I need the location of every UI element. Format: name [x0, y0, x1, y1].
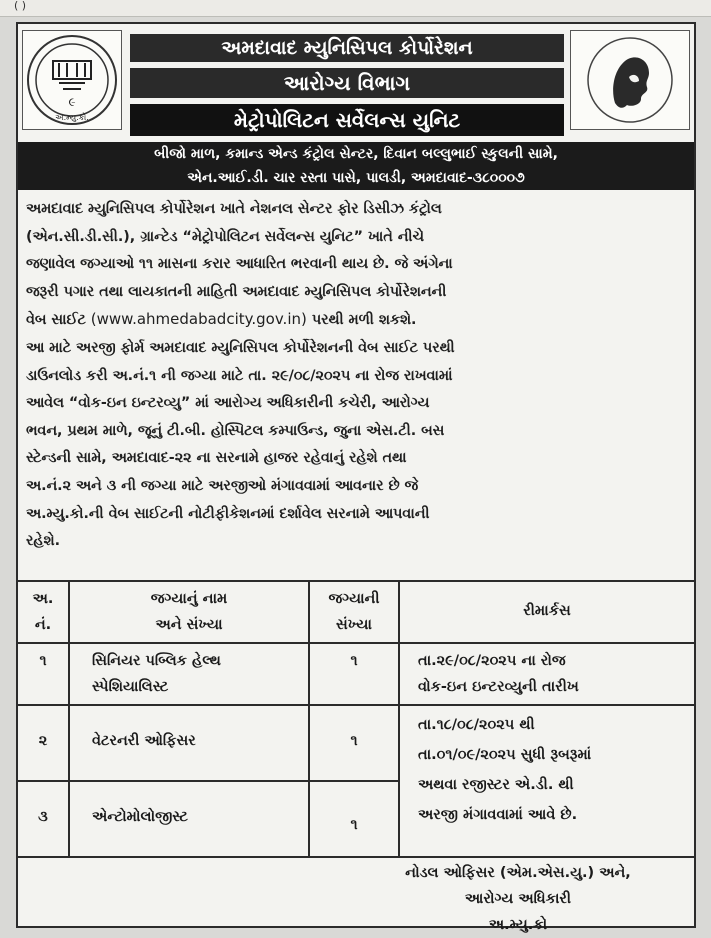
top-strip-left-text: ( ) — [14, 0, 27, 12]
row3-post-name: એન્ટોમોલોજીસ્ટ — [92, 809, 188, 825]
body-line: આવેલ “વોક-ઇન ઇન્ટરવ્યુ” માં આરોગ્ય અધિકારીની કચેરી, આરોગ્ય — [26, 395, 430, 412]
notice-page — [16, 22, 696, 933]
body-line: આ માટે અરજી ફોર્મ અમદાવાદ મ્યુનિસિપલ કોર્પોરેશનની વેબ સાઈટ પરથી — [26, 339, 455, 356]
body-line: સ્ટેન્ડની સામે, અમદાવાદ-૨૨ ના સરનામે હાજર રહેવાનું રહેશે તથા — [26, 450, 407, 467]
body-line: રહેશે. — [26, 533, 61, 550]
posts-table — [18, 580, 694, 856]
top-clipped-strip — [0, 0, 711, 17]
silhouette-logo-icon — [571, 31, 689, 129]
corporation-title: અમદાવાદ મ્યુનિસિપલ કોર્પોરેશન — [130, 34, 564, 62]
website-url: (www.ahmedabadcity.gov.in) — [90, 310, 307, 329]
body-line: ભવન, પ્રથમ માળે, જૂનું ટી.બી. હોસ્પિટલ કમ્પાઉન્ડ, જુના એસ.ટી. બસ — [26, 422, 445, 439]
notice-header — [18, 24, 694, 186]
row1-post-name: સિનિયર પબ્લિક હેલ્થ સ્પેશિયાલિસ્ટ — [92, 653, 221, 695]
row1-remarks: તા.૨૯/૦૮/૨૦૨૫ ના રોજ વોક-ઇન ઇન્ટરવ્યુની તારીખ — [418, 653, 579, 695]
signature-block — [348, 860, 688, 938]
department-title: આરોગ્ય વિભાગ — [130, 68, 564, 98]
row2-sr: ૨ — [38, 733, 48, 749]
signature-line-1: નોડલ ઓફિસર (એમ.એસ.યુ.) અને, — [405, 865, 631, 881]
amc-emblem-icon — [23, 31, 121, 129]
rows23-remarks: તા.૧૮/૦૮/૨૦૨૫ થી તા.૦૧/૦૯/૨૦૨૫ સુધી રૂબરૂમાં અથવા રજીસ્ટર એ.ડી. થી અરજી મંગાવવામાં આવે છે. — [418, 717, 592, 823]
signature-line-3: અ.મ્યુ.કો — [488, 917, 548, 933]
header-post-name: જગ્યાનું નામ અને સંખ્યા — [150, 591, 228, 633]
address-line-2: એન.આઈ.ડી. ચાર રસ્તા પાસે, પાલડી, અમદાવાદ-૩૮૦૦૦૭ — [18, 166, 694, 190]
address-line-1: બીજો માળ, કમાન્ડ એન્ડ કંટ્રોલ સેન્ટર, દિવાન બલ્લુભાઈ સ્કુલની સામે, — [18, 142, 694, 166]
unit-logo — [570, 30, 690, 130]
header-sr: અ. નં. — [32, 591, 54, 633]
body-line: (એન.સી.ડી.સી.), ગ્રાન્ટેડ “મેટ્રોપોલિટન સર્વેલન્સ યુનિટ” ખાતે નીચે — [26, 228, 424, 245]
body-line: અ.મ્યુ.કો.ની વેબ સાઈટની નોટીફીકેશનમાં દર્શાવેલ સરનામે આપવાની — [26, 505, 430, 522]
body-url-line — [26, 306, 686, 335]
row1-sr: ૧ — [39, 653, 47, 669]
row3-sr: ૩ — [38, 809, 48, 825]
emblem-digit: ૯ — [68, 95, 76, 109]
body-line: અ.નં.૨ અને ૩ ની જગ્યા માટે અરજીઓ મંગાવવામાં આવનાર છે જે — [26, 477, 419, 494]
unit-title: મેટ્રોપોલિટન સર્વેલન્સ યુનિટ — [130, 104, 564, 136]
row2-post-name: વેટરનરી ઓફિસર — [92, 733, 196, 749]
body-line: ડાઉનલોડ કરી અ.નં.૧ ની જગ્યા માટે તા. ૨૯/૦૮/૨૦૨૫ ના રોજ રાખવામાં — [26, 367, 453, 384]
url-suffix: પરથી મળી શકશે. — [311, 312, 417, 329]
signature-line-2: આરોગ્ય અધિકારી — [464, 891, 572, 907]
body-line: જણાવેલ જગ્યાઓ ૧૧ માસના કરાર આધારિત ભરવાની થાય છે. જે અંગેના — [26, 256, 453, 273]
row2-count: ૧ — [350, 733, 358, 749]
row3-count: ૧ — [350, 817, 358, 833]
header-remarks: રીમાર્કસ — [523, 603, 571, 619]
body-line: અમદાવાદ મ્યુનિસિપલ કોર્પોરેશન ખાતે નેશનલ સેન્ટર ફોર ડિસીઝ કંટ્રોલ — [26, 201, 442, 217]
notice-body — [26, 196, 686, 556]
url-prefix: વેબ સાઈટ — [26, 312, 86, 329]
amc-emblem-logo — [22, 30, 122, 130]
header-post-count: જગ્યાની સંખ્યા — [328, 591, 380, 633]
body-line: જરૂરી પગાર તથા લાયકાતની માહિતી અમદાવાદ મ્યુનિસિપલ કોર્પોરેશનની — [26, 283, 447, 300]
row1-count: ૧ — [350, 653, 358, 669]
emblem-caption: અ.મ્યુ.કો. — [55, 113, 89, 122]
